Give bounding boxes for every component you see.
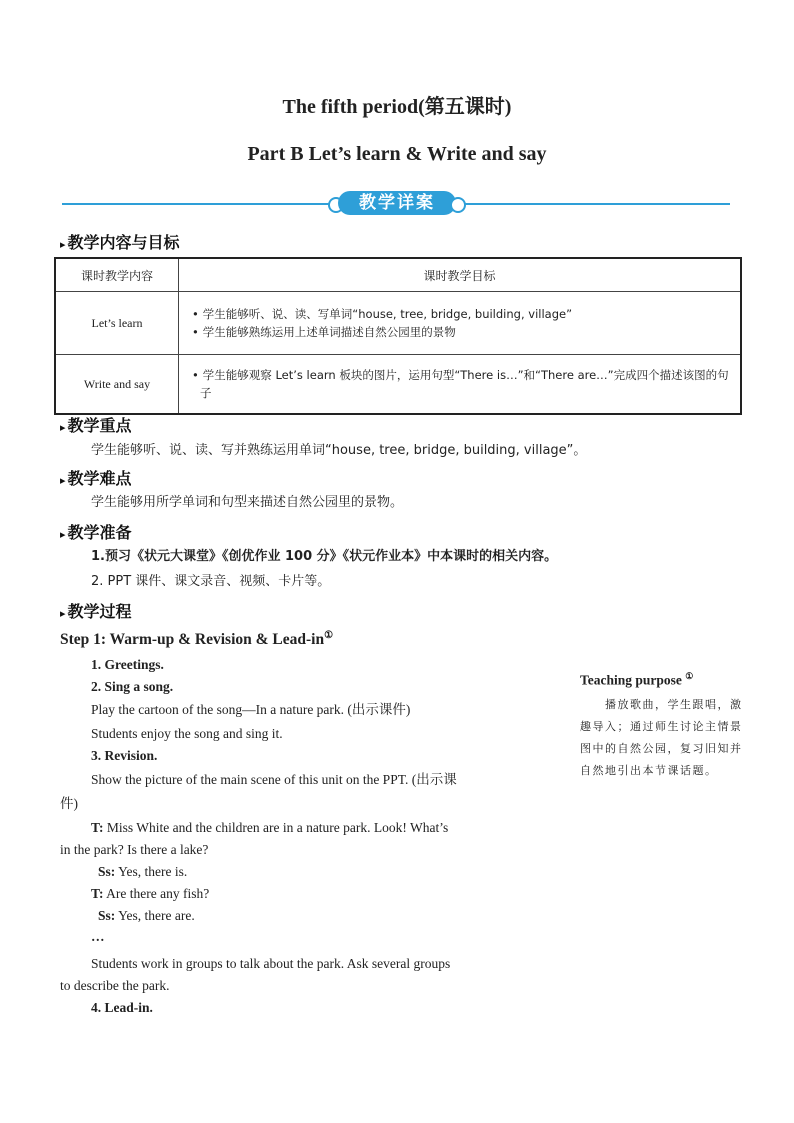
- dialog-text: Are there any fish?: [106, 886, 210, 901]
- teaching-purpose-title: Teaching purpose: [580, 672, 682, 688]
- speaker-label: T:: [91, 820, 104, 835]
- step-leadin: 4. Lead-in.: [91, 1000, 153, 1015]
- step-show-line1: Show the picture of the main scene of this unit on the PPT. (出示课: [91, 772, 457, 787]
- preparation-item-2: 2. PPT 课件、课文录音、视频、卡片等。: [91, 574, 331, 589]
- dialog-line: [91, 884, 209, 904]
- table-header-row: [55, 258, 741, 292]
- step-groups-line1: Students work in groups to talk about the park. Ask several groups: [91, 956, 451, 971]
- speaker-label: T:: [91, 886, 104, 901]
- table-cell-content: Let’s learn: [55, 292, 179, 355]
- section-heading-process: ▸ 教学过程: [60, 599, 132, 622]
- banner-cap-right: [450, 197, 466, 213]
- banner-divider-right: [464, 203, 730, 205]
- dialog-text: Yes, there are.: [118, 908, 195, 923]
- goals-table: [54, 257, 742, 415]
- dialog-line: [98, 862, 187, 882]
- step-groups-line2: to describe the park.: [60, 978, 170, 993]
- section-heading-content-goals: ▸ 教学内容与目标: [60, 230, 180, 253]
- goal-item: • 学生能够熟练运用上述单词描述自然公园里的景物: [190, 323, 733, 341]
- table-header-cell: 课时教学内容: [55, 258, 179, 292]
- teaching-purpose-heading: [580, 671, 693, 689]
- dialog-ellipsis: …: [91, 929, 105, 944]
- step1-heading: [60, 630, 333, 649]
- table-header-cell: 课时教学目标: [179, 258, 742, 292]
- dialog-text: Miss White and the children are in a nature park. Look! What’s: [106, 820, 449, 835]
- section-heading-preparation: ▸ 教学准备: [60, 520, 132, 543]
- teaching-purpose-text: 播放歌曲，学生跟唱，激趣导入；通过师生讨论主情景图中的自然公园，复习旧知并自然地引出本节课话题。: [580, 698, 743, 777]
- dialog-line: [98, 906, 195, 926]
- step-play: Play the cartoon of the song—In a nature park. (出示课件): [91, 702, 411, 717]
- teaching-purpose-mark: ①: [685, 671, 694, 681]
- goal-item: • 学生能够听、说、读、写单词“house, tree, bridge, building, village”: [190, 305, 733, 323]
- page-title: The fifth period(第五课时): [282, 96, 512, 118]
- table-cell-goals: [179, 292, 742, 355]
- dialog-line-cont: in the park? Is there a lake?: [60, 842, 209, 857]
- step-sing: 2. Sing a song.: [91, 679, 174, 694]
- table-row: [55, 292, 741, 355]
- table-cell-goals: [179, 355, 742, 415]
- step1-note-mark: ①: [324, 630, 334, 641]
- difficulties-text: 学生能够用所学单词和句型来描述自然公园里的景物。: [91, 495, 404, 510]
- dialog-line: [91, 818, 448, 838]
- step1-title: Step 1: Warm-up & Revision & Lead-in: [60, 631, 325, 649]
- section-banner: [330, 190, 464, 217]
- step-revision: 3. Revision.: [91, 748, 158, 763]
- section-heading-difficulties: ▸ 教学难点: [60, 466, 132, 489]
- page-subtitle: Part B Let’s learn & Write and say: [247, 143, 547, 165]
- goal-item: • 学生能够观察 Let’s learn 板块的图片，运用句型“There is…”和“There are…”完成四个描述该图的句子: [190, 366, 733, 402]
- step-show-line2: 件): [60, 796, 78, 811]
- table-cell-content: Write and say: [55, 355, 179, 415]
- speaker-label: Ss:: [98, 864, 116, 879]
- table-row: [55, 355, 741, 415]
- step-enjoy: Students enjoy the song and sing it.: [91, 726, 283, 741]
- preparation-item-1: 1.预习《状元大课堂》《创优作业 100 分》《状元作业本》中本课时的相关内容。: [91, 549, 558, 564]
- banner-divider-left: [62, 203, 330, 205]
- step-greetings: 1. Greetings.: [91, 657, 164, 672]
- section-heading-key-points: ▸ 教学重点: [60, 413, 132, 436]
- speaker-label: Ss:: [98, 908, 116, 923]
- dialog-text: Yes, there is.: [118, 864, 188, 879]
- banner-label: 教学详案: [338, 191, 456, 215]
- key-points-text: 学生能够听、说、读、写并熟练运用单词“house, tree, bridge, building, village”。: [91, 443, 587, 458]
